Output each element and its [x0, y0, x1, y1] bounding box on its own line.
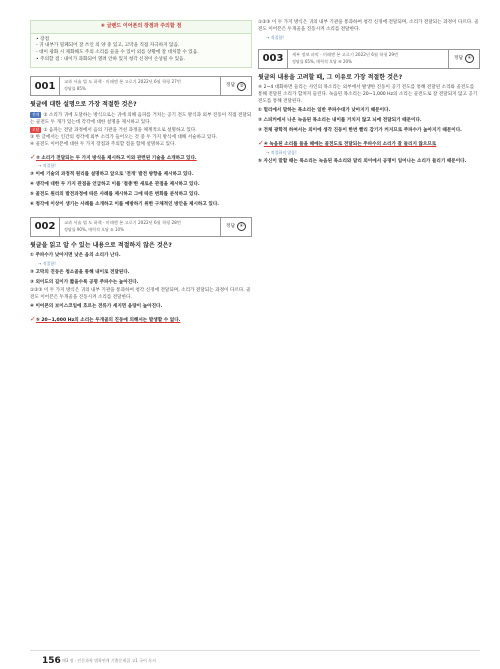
answer-note: → 적절함! — [38, 163, 56, 169]
question-source: 교과 서술 법 도 하책 · 미래엔 본 고로기 2022년 6월 학평 27번 — [64, 79, 181, 85]
question-number: 001 — [31, 77, 60, 95]
question-header-001 — [30, 76, 252, 96]
correct-rate: 정답률 65%, 매력적 오답 ④ 20% — [292, 58, 352, 64]
answer-circle: ② — [237, 82, 246, 91]
question-title: 윗글의 내용을 고려할 때, 그 이유로 가장 적절한 것은? — [258, 73, 403, 81]
left-column — [30, 20, 252, 326]
answer-note: → 적절하지 않음! — [266, 150, 297, 156]
explanation-text: ② 소리가 귀에 도달하는 방식으로는 귀에 의해 음파를 거치는 공기 전도 방식과 외부 진동이 직접 전달되는 골전도 두 개가 있는데 각각에 대한 설명을 제시하고 있다. — [30, 113, 252, 125]
answer-box — [448, 50, 479, 68]
option-text: ① 주파수가 낮아지면 낮은 음의 소리가 난다. — [30, 252, 121, 258]
check-mark-icon: ✓ — [258, 139, 264, 148]
explanation-text: ①②③ 이 두 가지 방식은 귀의 내부 기관을 통과하여 청각 신경에 전달되며, 소리가 전달되는 과정이 다르다. 골전도 이어폰은 두개골을 진동시켜 소리를 전달한다. — [30, 287, 251, 300]
question-number: 002 — [31, 218, 60, 236]
question-header-003 — [258, 49, 480, 69]
wrong-answer-line: ④ 골전도 이어폰에 대한 두 가지 장점과 주의할 점을 함께 설명하고 있다. — [30, 141, 176, 147]
summary-box — [30, 20, 252, 68]
summary-line: - 대이 광화 시 제화해도 주의 소리를 들을 수 있어 외를 상황에 잘 대처할 수 있음. — [36, 50, 199, 56]
option-text: ③ 전체 광학적 하여서는 외이에 생각 진동이 한번 빨리 감기가 커지므로 주파수가 높아지기 때문이다. — [258, 128, 462, 134]
option-text: ② 고막의 진동은 청소골을 통해 내이로 전달된다. — [30, 269, 130, 275]
answer-circle: ④ — [237, 222, 246, 231]
question-header-002 — [30, 217, 252, 237]
footer-text: 매3 정 · 인문과학 법학연계 기출문제집 고1 국어 독서 — [62, 658, 156, 663]
summary-line: • 장점 — [36, 36, 50, 42]
check-mark-icon: ✓ — [30, 315, 36, 324]
explanation-tag: 전개 — [32, 112, 40, 118]
option-text: ③ 이에 기술의 과정적 원리를 설명하고 앞으로 '전개' 발전 방향을 제시하고 있다. — [30, 172, 194, 178]
question-number: 003 — [259, 50, 288, 68]
footer-divider — [30, 650, 480, 651]
option-text: ② 스피커에서 나온 녹음된 목소리는 내이를 거치지 않고 뇌에 전달되기 때문이다. — [258, 118, 422, 124]
option-text: ④ 생각에 대한 두 가지 관점을 언급하고 이를 '절충'한 새로운 관점을 제시하고 있다. — [30, 182, 200, 188]
answer-note: → 적절함! — [38, 260, 56, 266]
answer-box — [220, 77, 251, 95]
option-text: ② 소리가 전달되는 두 가지 방식을 제시하고 이와 관련된 기술을 소개하고 있다. — [35, 155, 197, 161]
option-text: ③ 외이도의 길이가 짧을수록 공명 주파수는 높아진다. — [30, 279, 139, 285]
summary-line: - 귀 내부가 밀폐되어 잘 쓰인 의 양 중 있고, 고막을 직접 자극하지 않음. — [36, 43, 180, 49]
option-text: ⑤ 자신이 말할 때는 목소리는 녹음된 목소리와 달리 외이에서 공명이 일어나는 소리가 들리기 때문이다. — [258, 159, 467, 165]
question-title: 윗글에 대한 설명으로 가장 적절한 것은? — [30, 101, 137, 109]
question-source: 세부 정보 파악 · 미래엔 본 고로기 2022년 6월 학평 29번 — [292, 51, 399, 57]
question-title: 윗글을 읽고 알 수 있는 내용으로 적절하지 않은 것은? — [30, 241, 172, 249]
page-number: 156 — [42, 656, 61, 666]
explanation-text: ④ 2~4 대화하면 들리는 사인의 목소리는 외부에서 발생한 진동이 공기 전도를 통해 전달된 소리와 골전도를 통해 전달된 소리가 합쳐져 들린다. 녹음된 목소리는 20~1,000 Hz의 소리는 골전도로 잘 전달되지 않고 공기 전도를 통해 전달된다. — [258, 84, 478, 104]
right-column — [258, 20, 480, 167]
option-text: ④ 이어폰의 보이스코일에 흐르는 전류가 세지면 음량이 높아진다. — [30, 304, 163, 310]
summary-line: • 주의할 점 : 내이가 과화되어 열려 안하 있지 청각 신경이 손상될 수 있음. — [36, 57, 185, 63]
wrong-answer-line: ① 음파는 전달 과정에서 음의 기관을 거친 과정을 체계적으로 설명하고 있다. — [43, 127, 197, 133]
wrong-answer-line: ③ 한 글에서는 인간의 청각에 외부 소리가 들어오는 것 중 두 가지 방식에 대해 서술하고 있다. — [30, 134, 218, 140]
answer-note: → 적절함! — [266, 34, 284, 40]
option-text: ① 멀리에서 말하는 목소리는 일반 주파수대가 낮아지기 때문이다. — [258, 108, 391, 114]
answer-box — [220, 218, 251, 236]
question-source: 교과 서술 법 도 하책 · 미래엔 본 고로기 2022년 6월 학평 28번 — [64, 219, 181, 225]
check-mark-icon: ✓ — [30, 152, 36, 161]
correct-rate: 정답률 85% — [64, 85, 86, 91]
option-text: ⑥ 청각에 이상이 생기는 사례를 소개하고 이를 예방하기 위한 구체적인 방안을 제시하고 있다. — [30, 202, 220, 208]
option-text: ⑤ 골전도 원리의 발전과정에 따른 사례를 제시하고 그에 따른 변화를 분석하고 있다. — [30, 192, 200, 198]
continuation-text: ①②③ 이 두 가지 방식은 귀의 내부 기관을 통과하여 청각 신경에 전달되며, 소리가 전달되는 과정이 다르다. 골전도 이어폰은 두개골을 진동시켜 소리를 전달한다. — [258, 20, 479, 32]
answer-label: 정답 — [453, 56, 464, 62]
summary-box-title: ⑥ 글렌드 이어폰의 장점과 주의할 점 — [31, 21, 251, 34]
correct-rate: 정답률 90%, 매력적 오답 ⑤ 10% — [64, 226, 124, 232]
answer-label: 정답 — [225, 83, 236, 89]
option-text: ④ 녹음된 소리를 들을 때에는 골전도로 전달되는 주파수의 소리가 잘 들리지 않으므로 — [263, 142, 437, 148]
wrong-answer-tag: 오답 — [32, 126, 40, 132]
option-text: ⑤ 20~1,000 Hz의 소리는 두개골의 진동에 의해서는 발생할 수 없다. — [35, 318, 181, 324]
answer-label: 정답 — [225, 224, 236, 230]
answer-circle: ④ — [465, 54, 474, 63]
